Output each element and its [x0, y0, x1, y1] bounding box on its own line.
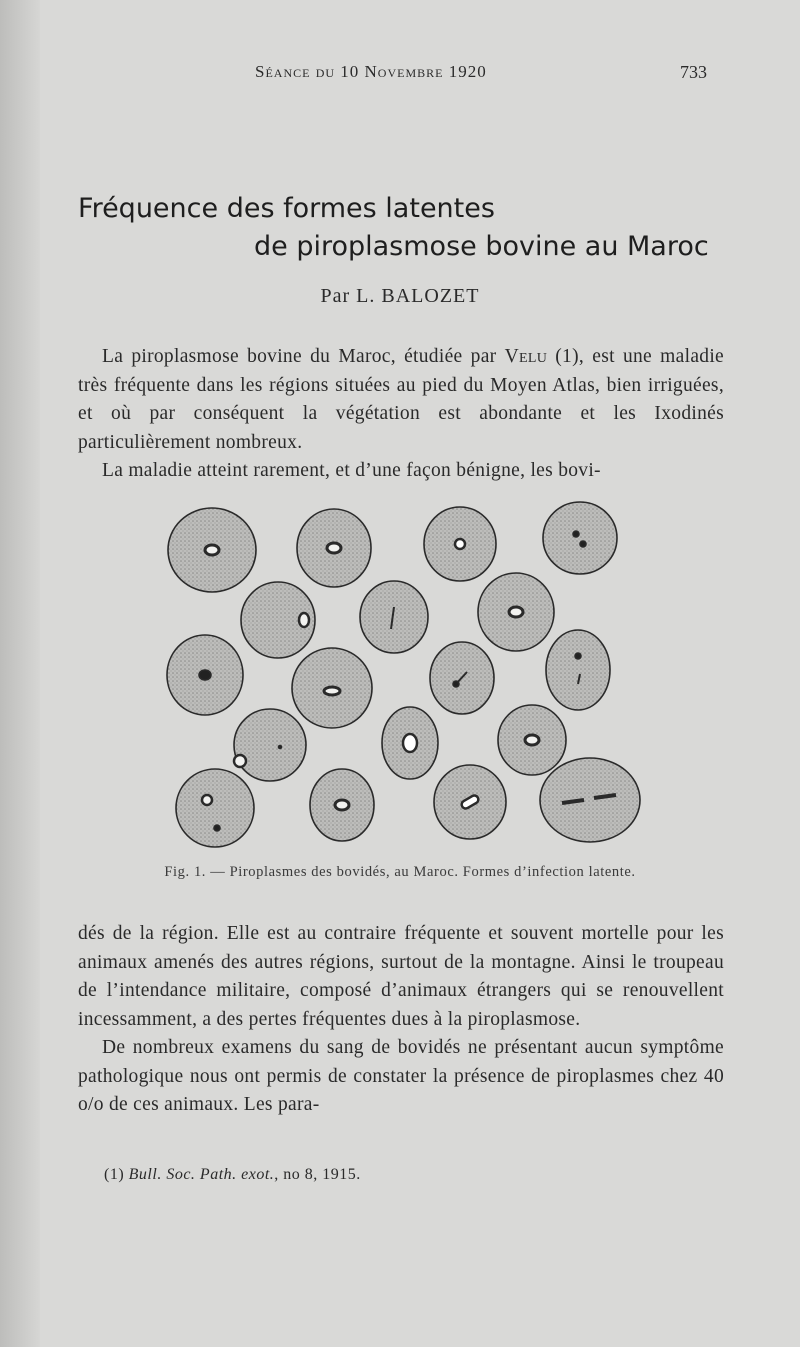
piroplasm-parasite [335, 800, 349, 810]
blood-cell [360, 581, 428, 653]
paragraph-1-text-b: (1), est une maladie très fréquente dans les régions situées au pied du Moyen Atlas, bien irriguées, et où par conséquent la végétation est abondante et les Ixodinés particulièrement nombreux. [78, 346, 724, 453]
body-text-top [78, 343, 724, 486]
paragraph-3: dés de la région. Elle est au contraire fréquente et souvent mortelle pour les animaux amenés des autres régions, surtout de la montagne. Ainsi le troupeau de l’intendance militaire, composé d’animaux étrangers qui se renouvellent incessamment, a des pertes fréquentes dues à la piroplasmose. [78, 923, 724, 1030]
piroplasm-parasite [453, 681, 459, 687]
article-title [78, 190, 738, 266]
blood-cell [234, 709, 306, 781]
paragraph-4: De nombreux examens du sang de bovidés ne présentant aucun symptôme pathologique nous ont permis de constater la présence de piroplasmes chez 40 o/o de ces animaux. Les para- [78, 1037, 724, 1115]
piroplasm-parasite [199, 670, 211, 680]
paragraph-1 [78, 343, 724, 457]
piroplasm-parasite [455, 539, 465, 549]
piroplasm-parasite [525, 735, 539, 745]
piroplasm-parasite [299, 613, 309, 627]
piroplasm-parasite [214, 825, 220, 831]
page-gutter [0, 0, 40, 1347]
piroplasm-parasite [575, 653, 581, 659]
figure-piroplasm-cells [160, 500, 660, 860]
piroplasm-parasite [234, 755, 246, 767]
running-head-title: Séance du 10 Novembre 1920 [255, 62, 487, 81]
blood-cell [540, 758, 640, 842]
blood-cell [543, 502, 617, 574]
piroplasm-parasite [202, 795, 212, 805]
blood-cell [176, 769, 254, 847]
paragraph-2: La maladie atteint rarement, et d’une façon bénigne, les bovi- [102, 460, 601, 481]
piroplasm-parasite [327, 543, 341, 553]
piroplasm-parasite [205, 545, 219, 555]
footnote [104, 1166, 361, 1184]
cited-author: Velu [504, 346, 548, 367]
footnote-details: , no 8, 1915. [274, 1166, 361, 1183]
paragraph-1-text-a: La piroplasmose bovine du Maroc, étudiée par [102, 346, 505, 367]
page-number: 733 [680, 62, 707, 82]
running-head [0, 62, 800, 86]
piroplasm-parasite [509, 607, 523, 617]
blood-cell [546, 630, 610, 710]
footnote-marker: (1) [104, 1166, 129, 1183]
article-author: Par L. BALOZET [320, 285, 480, 307]
piroplasm-parasite [403, 734, 417, 752]
piroplasm-parasite [580, 541, 586, 547]
article-title-line2: de piroplasmose bovine au Maroc [254, 231, 709, 262]
piroplasm-parasite [573, 531, 579, 537]
figure-caption: Fig. 1. — Piroplasmes des bovidés, au Maroc. Formes d’infection latente. [164, 864, 636, 880]
piroplasm-parasite [279, 746, 282, 749]
footnote-journal: Bull. Soc. Path. exot. [128, 1166, 275, 1183]
body-text-bottom [78, 920, 724, 1120]
piroplasm-parasite [324, 687, 340, 695]
article-title-line1: Fréquence des formes latentes [78, 193, 495, 224]
